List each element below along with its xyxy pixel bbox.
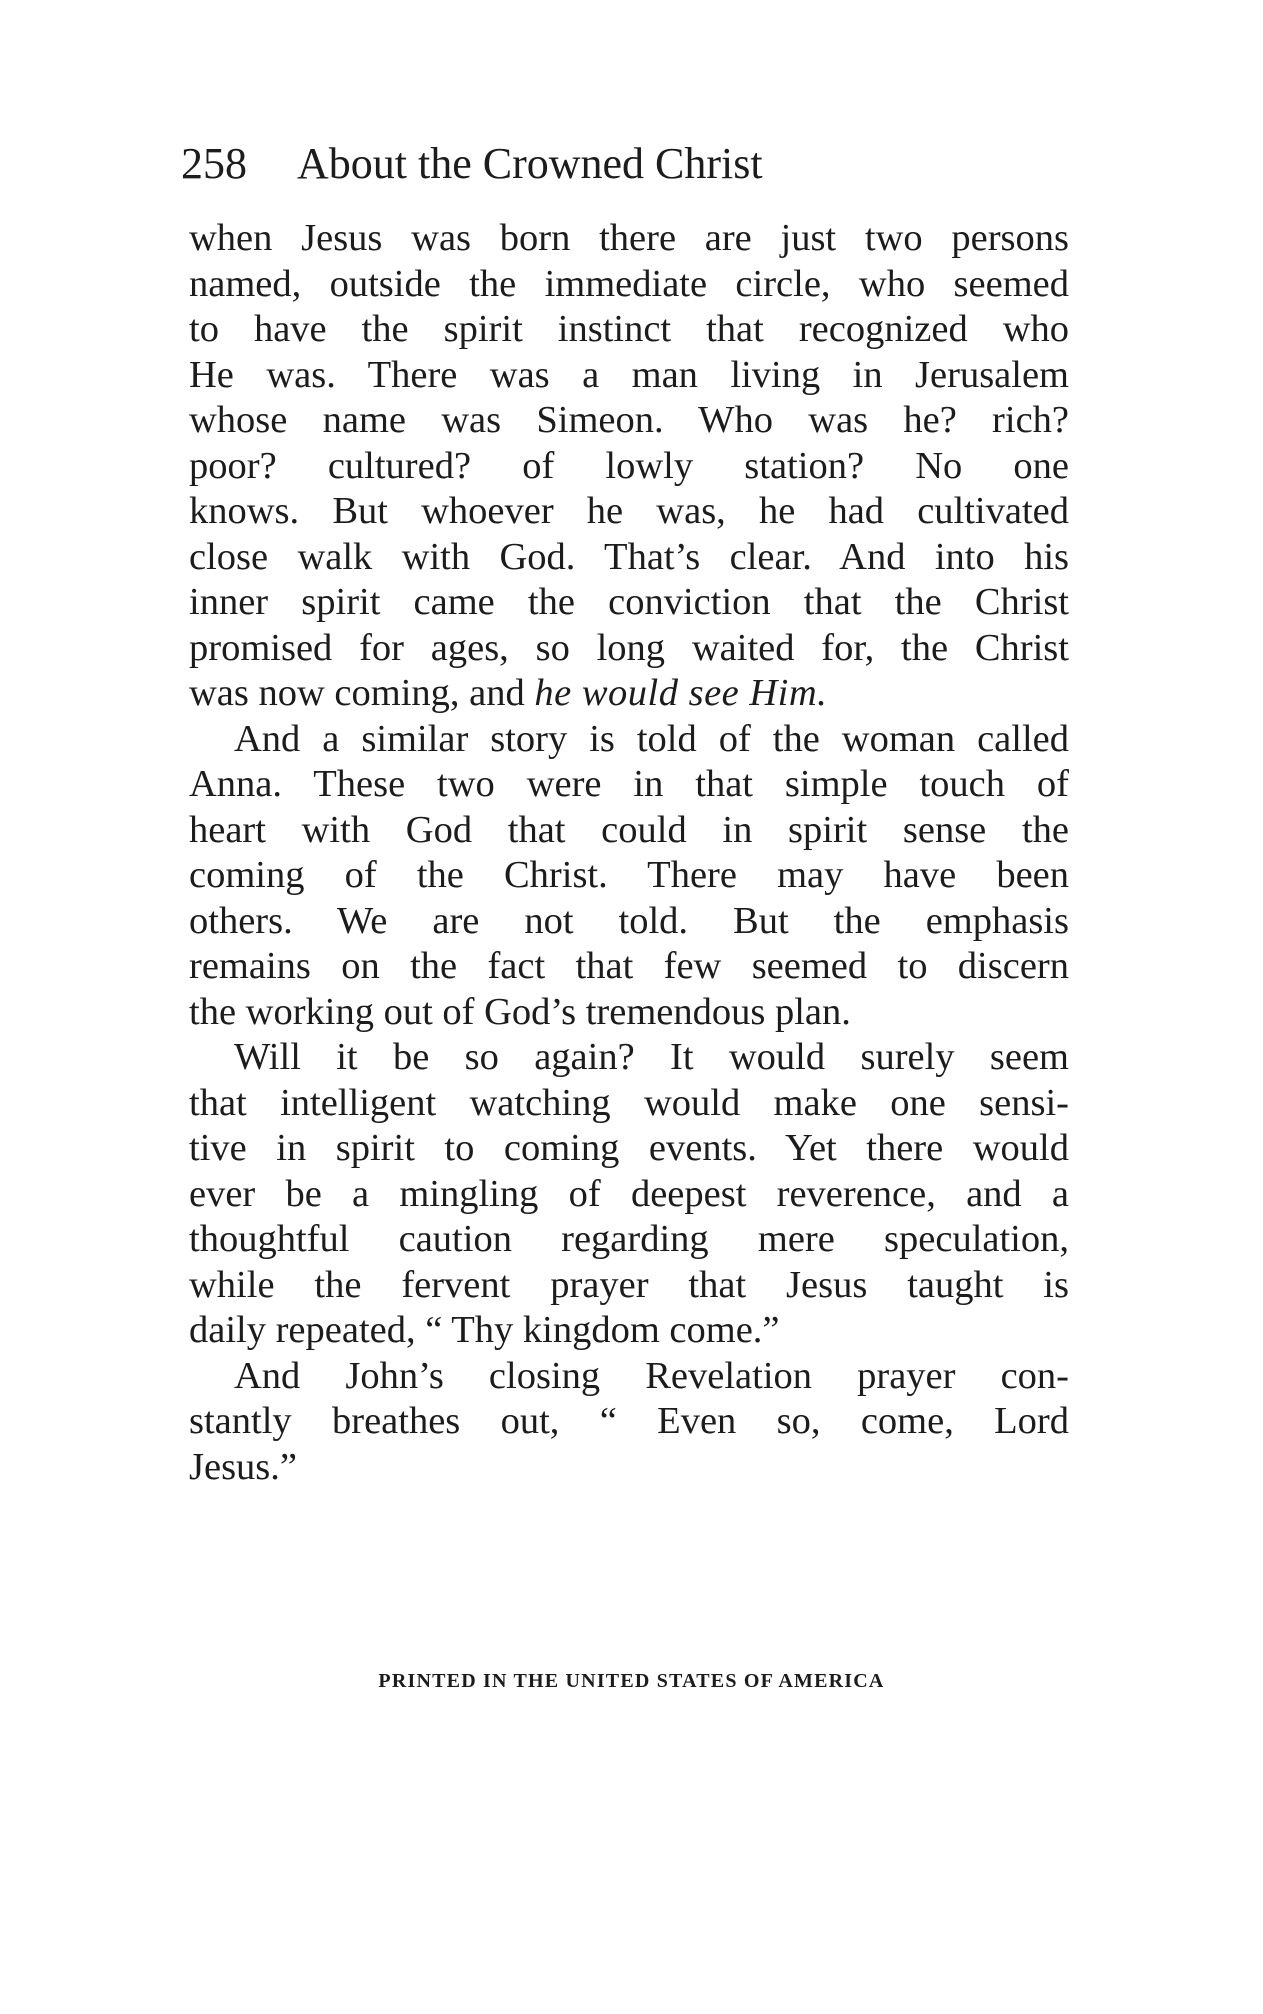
text-line: poor? cultured? of lowly station? No one: [189, 444, 1069, 487]
text-line: close walk with God. That’s clear. And into his: [189, 535, 1069, 578]
text-line: thoughtful caution regarding mere speculation,: [189, 1218, 1069, 1260]
running-head: [181, 136, 1081, 192]
text-line: Anna. These two were in that simple touch of: [189, 763, 1069, 805]
body-text: [189, 216, 1069, 1490]
text-line: [189, 671, 1069, 717]
text-line: coming of the Christ. There may have been: [189, 854, 1069, 896]
text-line: when Jesus was born there are just two persons: [189, 217, 1069, 259]
text-line: He was. There was a man living in Jerusalem: [189, 353, 1069, 396]
text-line: stantly breathes out, “ Even so, come, Lord: [189, 1400, 1069, 1442]
text-line-roman: was now coming, and: [189, 672, 535, 714]
text-line: the working out of God’s tremendous plan.: [189, 990, 851, 1033]
text-line: named, outside the immediate circle, who seemed: [189, 262, 1069, 305]
text-line: promised for ages, so long waited for, the Christ: [189, 626, 1069, 669]
text-line: daily repeated, “ Thy kingdom come.”: [189, 1309, 780, 1351]
text-line: And John’s closing Revelation prayer con-: [234, 1354, 1069, 1397]
text-line: to have the spirit instinct that recognized who: [189, 308, 1069, 350]
running-title: About the Crowned Christ: [297, 139, 763, 188]
text-line: inner spirit came the conviction that the Christ: [189, 581, 1069, 623]
printer-imprint: PRINTED IN THE UNITED STATES OF AMERICA: [378, 1670, 885, 1692]
text-line: others. We are not told. But the emphasis: [189, 899, 1069, 942]
text-line: Will it be so again? It would surely seem: [234, 1036, 1069, 1078]
text-line: while the fervent prayer that Jesus taught is: [189, 1263, 1069, 1306]
text-line: whose name was Simeon. Who was he? rich?: [189, 399, 1069, 441]
text-line: knows. But whoever he was, he had cultivated: [189, 490, 1069, 532]
text-line: heart with God that could in spirit sense the: [189, 808, 1069, 851]
text-line: Jesus.”: [189, 1445, 297, 1488]
text-line: ever be a mingling of deepest reverence, and a: [189, 1172, 1069, 1215]
text-line: And a similar story is told of the woman called: [234, 717, 1069, 760]
text-line: that intelligent watching would make one sensi-: [189, 1081, 1069, 1124]
text-line: tive in spirit to coming events. Yet there would: [189, 1127, 1069, 1169]
page-number: 258: [181, 139, 247, 188]
italic-phrase: he would see Him.: [534, 672, 828, 714]
text-line: remains on the fact that few seemed to discern: [189, 945, 1069, 987]
